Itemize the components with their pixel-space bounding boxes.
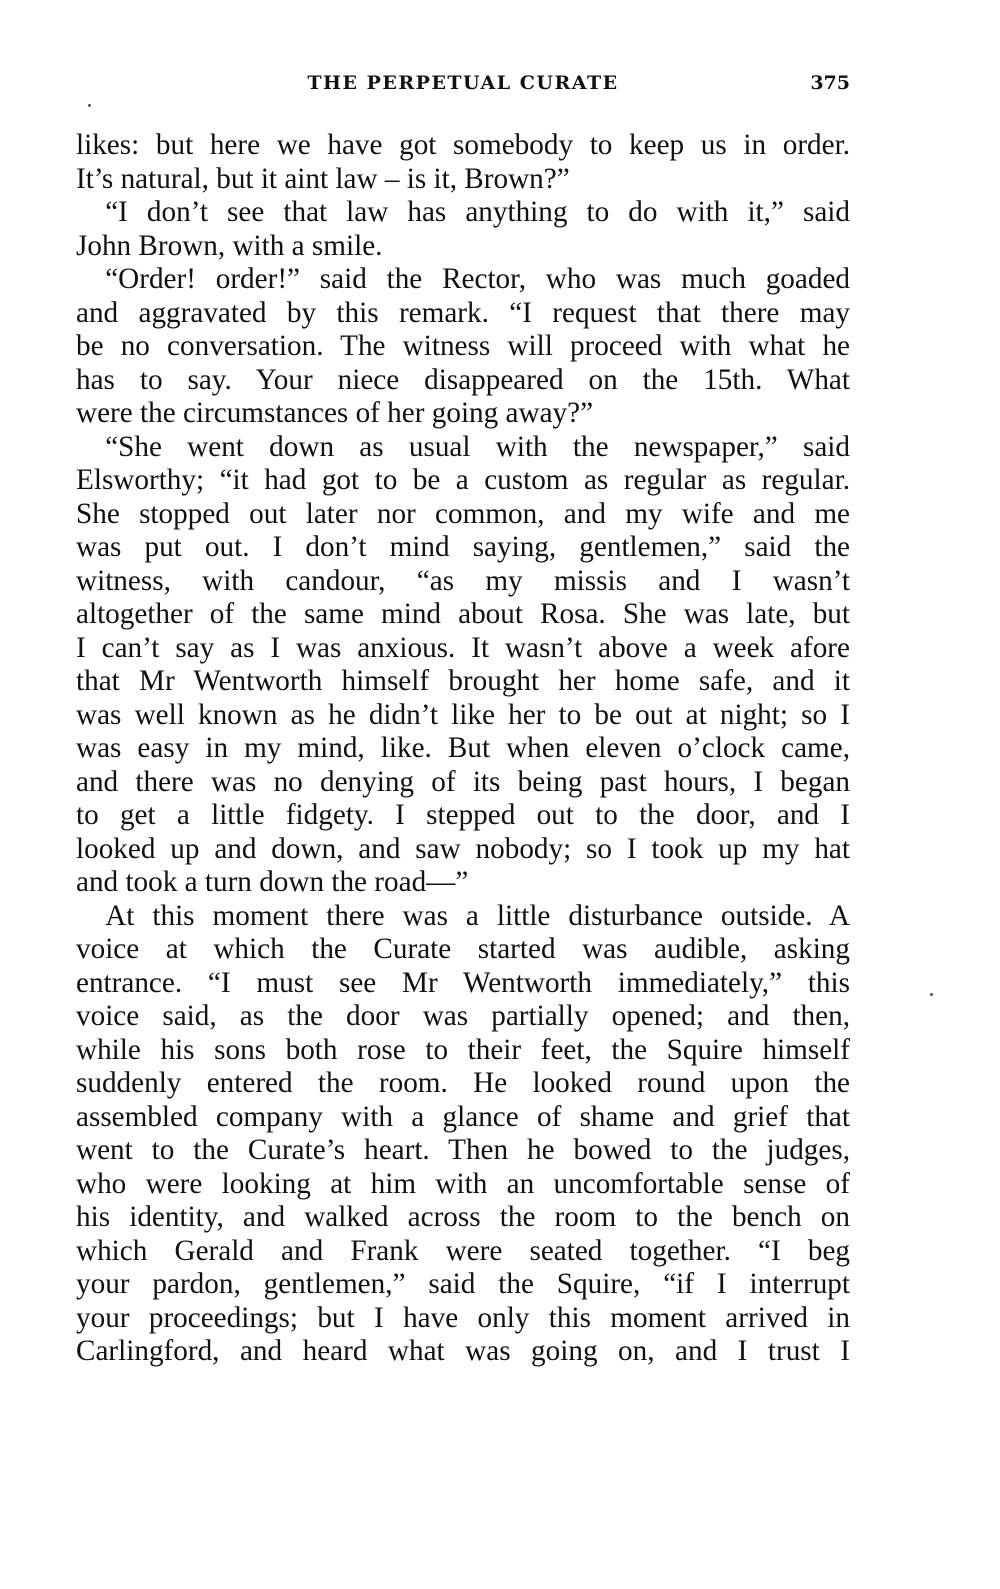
text-line: entrance. “I must see Mr Wentworth immediately,” this bbox=[76, 966, 850, 999]
text-line: voice at which the Curate started was audible, asking bbox=[76, 933, 850, 965]
text-line: Carlingford, and heard what was going on, and I trust I bbox=[76, 1335, 850, 1367]
text-line: your pardon, gentlemen,” said the Squire, “if I interrupt bbox=[76, 1268, 850, 1300]
running-title: THE PERPETUAL CURATE bbox=[307, 72, 619, 94]
text-line: was easy in my mind, like. But when eleven o’clock came, bbox=[76, 732, 850, 764]
text-line: be no conversation. The witness will proceed with what he bbox=[76, 330, 850, 362]
text-line: At this moment there was a little disturbance outside. A bbox=[76, 899, 850, 932]
text-line: were the circumstances of her going away?” bbox=[76, 397, 594, 429]
text-line: which Gerald and Frank were seated together. “I beg bbox=[76, 1234, 850, 1267]
text-line: was put out. I don’t mind saying, gentlemen,” said the bbox=[76, 531, 850, 563]
speck-mark bbox=[88, 104, 91, 107]
text-line: was well known as he didn’t like her to be out at night; so I bbox=[76, 698, 850, 731]
text-line: suddenly entered the room. He looked round upon the bbox=[76, 1067, 850, 1099]
text-line: “Order! order!” said the Rector, who was much goaded bbox=[76, 263, 850, 295]
text-line: witness, with candour, “as my missis and I wasn’t bbox=[76, 564, 850, 597]
text-line: went to the Curate’s heart. Then he bowed to the judges, bbox=[76, 1134, 850, 1166]
text-line: “I don’t see that law has anything to do with it,” said bbox=[76, 196, 850, 228]
text-line: assembled company with a glance of shame and grief that bbox=[76, 1100, 850, 1133]
text-line: It’s natural, but it aint law – is it, Brown?” bbox=[76, 162, 570, 195]
text-line: voice said, as the door was partially opened; and then, bbox=[76, 1000, 850, 1032]
text-line: and there was no denying of its being past hours, I began bbox=[76, 765, 850, 798]
text-line: who were looking at him with an uncomfortable sense of bbox=[76, 1167, 850, 1200]
text-line: and aggravated by this remark. “I request that there may bbox=[76, 296, 850, 329]
text-line: his identity, and walked across the room to the bench on bbox=[76, 1201, 850, 1233]
text-line: your proceedings; but I have only this moment arrived in bbox=[76, 1301, 850, 1334]
page-number: 375 bbox=[810, 72, 850, 94]
text-line: while his sons both rose to their feet, the Squire himself bbox=[76, 1033, 850, 1066]
text-line: altogether of the same mind about Rosa. She was late, but bbox=[76, 598, 850, 630]
text-line: Elsworthy; “it had got to be a custom as regular as regular. bbox=[76, 464, 850, 496]
text-line: “She went down as usual with the newspaper,” said bbox=[76, 430, 850, 463]
text-line: John Brown, with a smile. bbox=[76, 229, 383, 262]
text-line: to get a little fidgety. I stepped out to the door, and I bbox=[76, 799, 850, 831]
text-line: has to say. Your niece disappeared on the 15th. What bbox=[76, 363, 850, 396]
page-header bbox=[76, 72, 850, 106]
body-text bbox=[76, 129, 850, 1369]
text-line: I can’t say as I was anxious. It wasn’t above a week afore bbox=[76, 631, 850, 664]
text-line: looked up and down, and saw nobody; so I took up my hat bbox=[76, 832, 850, 865]
text-line: likes: but here we have got somebody to keep us in order. bbox=[76, 129, 850, 161]
text-line: She stopped out later nor common, and my wife and me bbox=[76, 497, 850, 530]
text-line: that Mr Wentworth himself brought her home safe, and it bbox=[76, 665, 850, 697]
text-line: and took a turn down the road—” bbox=[76, 866, 469, 898]
speck-mark bbox=[930, 993, 933, 996]
